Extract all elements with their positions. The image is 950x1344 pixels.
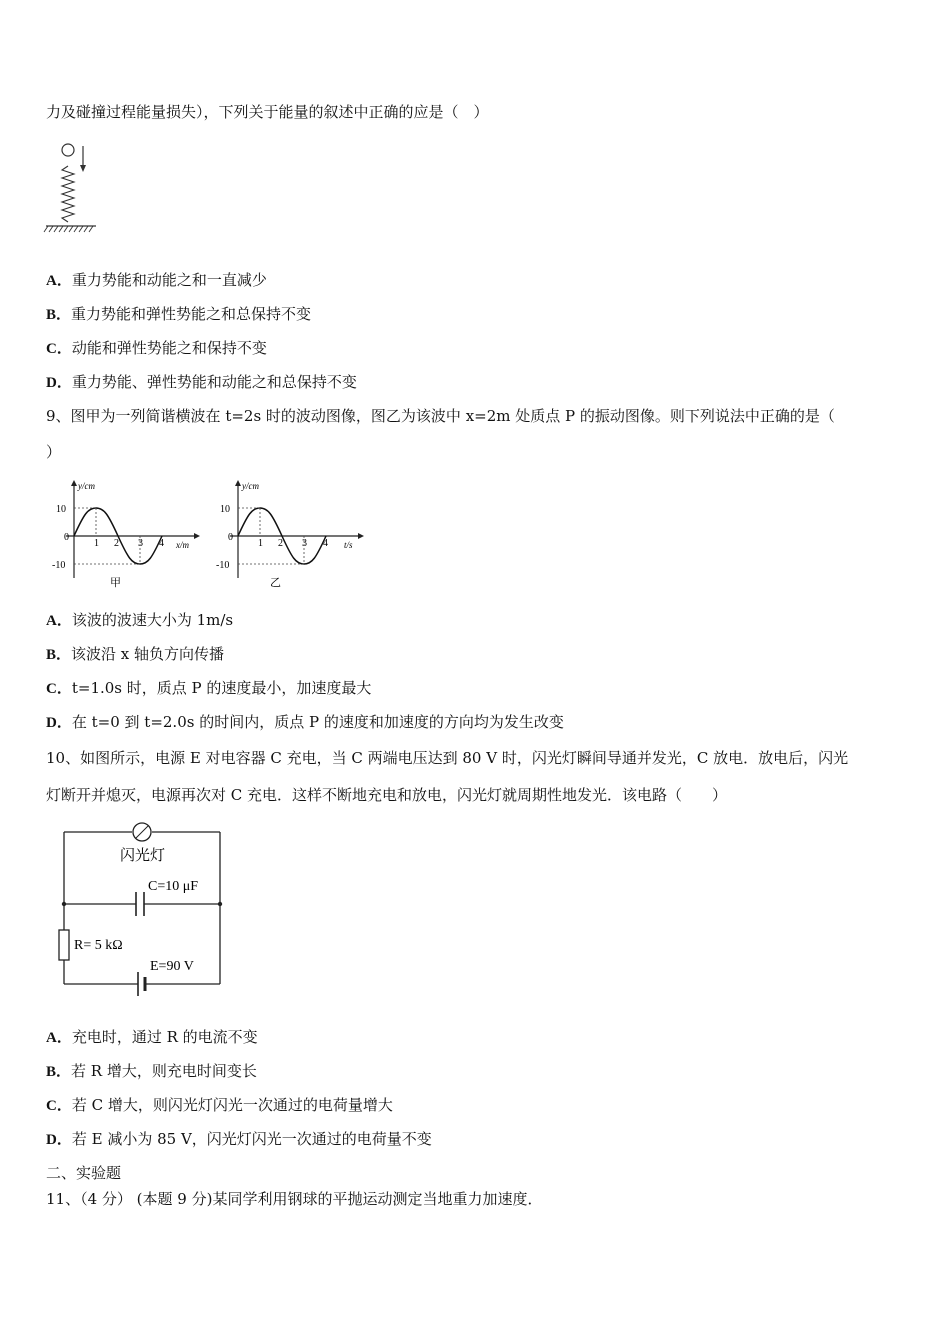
source-label: E=90 V [150, 959, 194, 974]
y-label: y/cm [242, 481, 259, 491]
x-tick: 2 [114, 538, 119, 549]
q10-option-b: B．若 R 增大，则充电时间变长 [46, 1062, 257, 1080]
x-label: t/s [344, 540, 353, 550]
y-tick: -10 [216, 560, 230, 571]
spring-ball-figure [40, 140, 110, 236]
x-tick: 4 [159, 538, 164, 549]
q8-option-b: B．重力势能和弹性势能之和总保持不变 [46, 305, 312, 323]
vibration-graph-yi [208, 478, 368, 590]
caption: 甲 [110, 577, 121, 589]
y-tick: 10 [56, 504, 66, 515]
x-tick: 4 [323, 538, 328, 549]
q9-option-c: C．t=1.0s 时，质点 P 的速度最小，加速度最大 [46, 679, 372, 697]
x-tick: 3 [138, 538, 143, 549]
q10-option-a: A．充电时，通过 R 的电流不变 [46, 1028, 258, 1046]
x-tick: 1 [258, 538, 263, 549]
lamp-label: 闪光灯 [120, 848, 166, 864]
x-tick: 1 [94, 538, 99, 549]
x-label: x/m [176, 540, 189, 550]
q8-option-a: A．重力势能和动能之和一直减少 [46, 271, 267, 289]
resistor [59, 930, 69, 960]
x-tick: 2 [278, 538, 283, 549]
q9-stem-line1: 9、图甲为一列简谐横波在 t=2s 时的波动图像，图乙为该波中 x=2m 处质点 P 的振动图像。则下列说法中正确的是（ [46, 407, 835, 425]
q9-option-d: D．在 t=0 到 t=2.0s 的时间内，质点 P 的速度和加速度的方向均为发生改变 [46, 713, 564, 731]
q9-option-b: B．该波沿 x 轴负方向传播 [46, 645, 225, 663]
q10-stem-line2: 灯断开并熄灭，电源再次对 C 充电．这样不断地充电和放电，闪光灯就周期性地发光．该电路（ ） [46, 786, 728, 804]
q10-stem-line1: 10、如图所示，电源 E 对电容器 C 充电，当 C 两端电压达到 80 V 时，闪光灯瞬间导通并发光，C 放电．放电后，闪光 [46, 749, 849, 767]
y-tick: 0 [228, 532, 233, 543]
caption: 乙 [270, 577, 281, 589]
resistor-label: R= 5 kΩ [74, 938, 123, 953]
ground-hatch [44, 226, 93, 232]
y-tick: 10 [220, 504, 230, 515]
q8-stem-tail: 力及碰撞过程能量损失），下列关于能量的叙述中正确的应是（ ） [46, 103, 489, 121]
ball [62, 144, 74, 156]
flash-circuit-diagram [52, 818, 232, 998]
wave-graph-jia [44, 478, 204, 590]
q10-option-d: D．若 E 减小为 85 V，闪光灯闪光一次通过的电荷量不变 [46, 1130, 432, 1148]
section-heading: 二、实验题 [46, 1164, 122, 1182]
y-tick: -10 [52, 560, 66, 571]
q8-option-d: D．重力势能、弹性势能和动能之和总保持不变 [46, 373, 357, 391]
y-tick: 0 [64, 532, 69, 543]
q9-option-a: A．该波的波速大小为 1m/s [46, 611, 234, 629]
q11-stem: 11、（4 分） (本题 9 分)某同学利用钢球的平抛运动测定当地重力加速度． [46, 1190, 543, 1208]
capacitor-label: C=10 μF [148, 879, 199, 894]
q9-stem-line2: ） [46, 443, 62, 461]
q8-option-c: C．动能和弹性势能之和保持不变 [46, 339, 267, 357]
spring [62, 166, 74, 222]
q10-option-c: C．若 C 增大，则闪光灯闪光一次通过的电荷量增大 [46, 1096, 393, 1114]
x-tick: 3 [302, 538, 307, 549]
y-label: y/cm [78, 481, 95, 491]
